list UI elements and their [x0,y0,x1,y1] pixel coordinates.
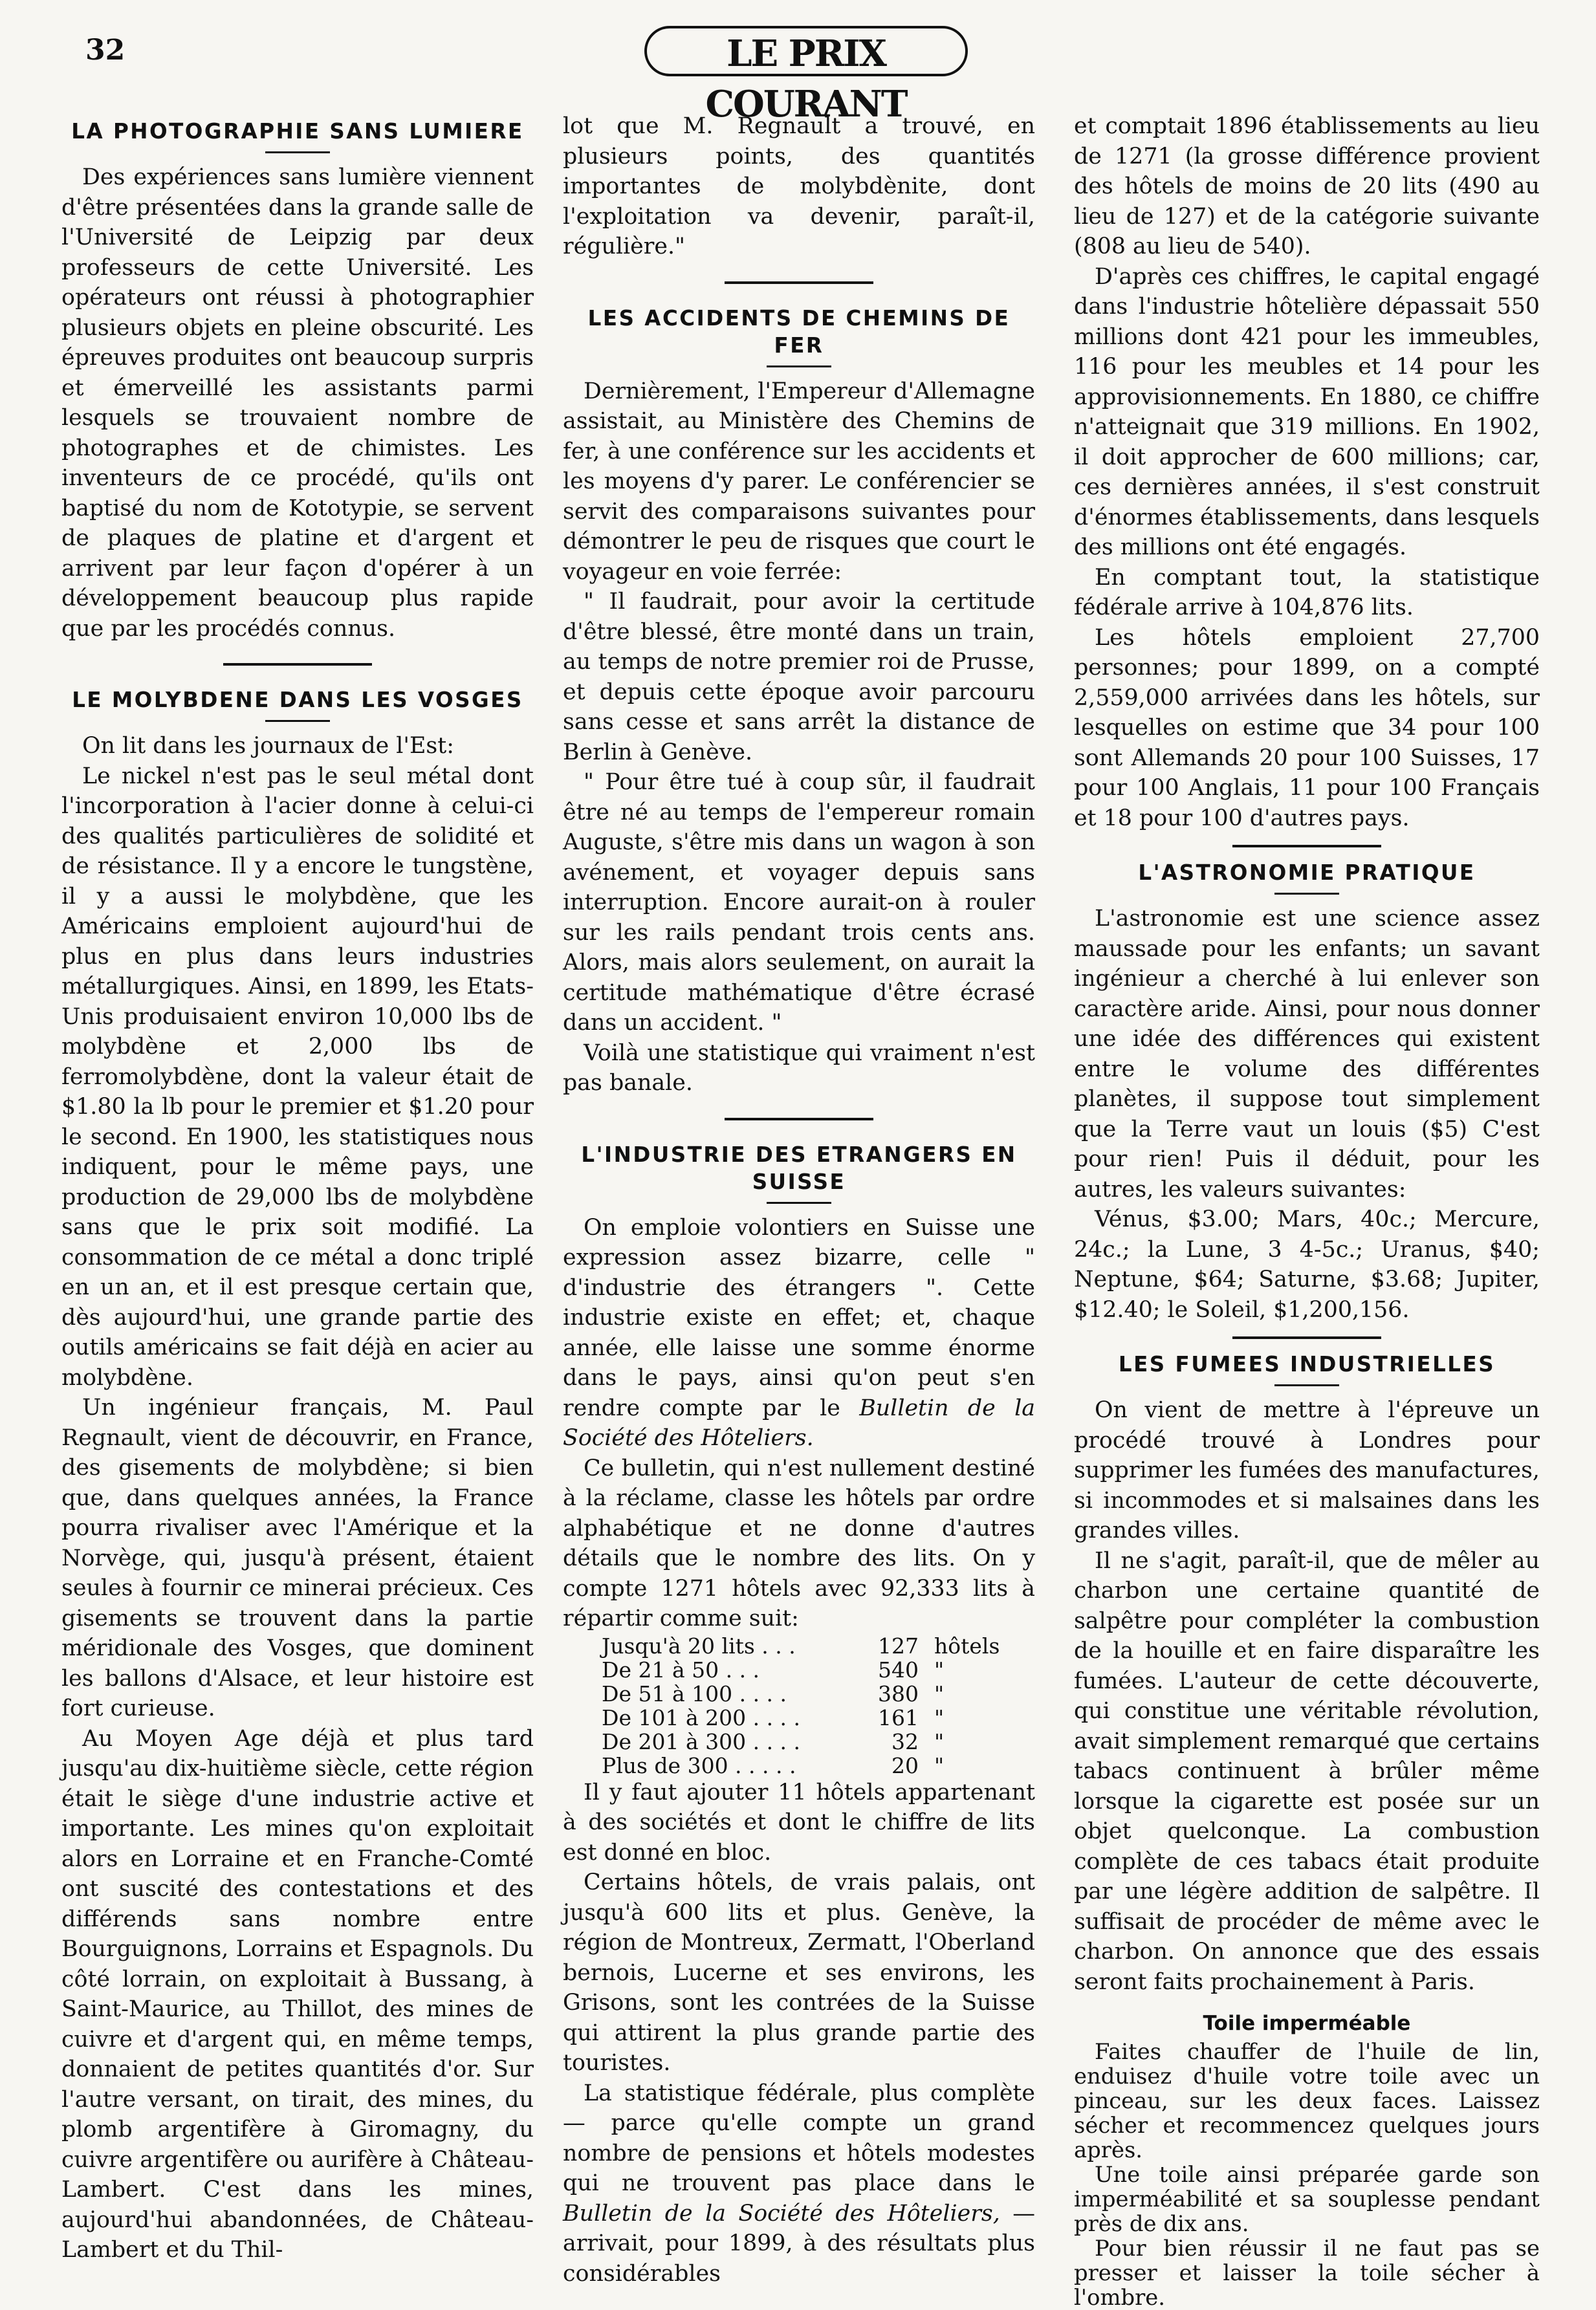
paragraph: En comptant tout, la statistique fédérale arrive à 104,876 lits. [1074,564,1540,620]
paragraph: Pour bien réussir il ne faut pas se presser et laisser la toile sécher à l'ombre. [1074,2236,1540,2310]
paragraph: lot que M. Regnault a trouvé, en plusieurs points, des quantités importantes de molybdènite, dont l'exploitation va devenir, paraît-il, régulière." [563,113,1035,259]
paragraph: L'astronomie est une science assez maussade pour les enfants; un savant ingénieur a cherché à lui enlever son caractère aride. Ainsi, pour nous donner une idée des différences qui existent entre le volume des différentes planètes, il suppose tout simplement que la Terre vaut un louis ($5) C'est pour rien! Puis il déduit, pour les autres, les valeurs suivantes: [1074,906,1540,1203]
table-cell: " [934,1681,945,1706]
table-cell: De 51 à 100 . . . . [602,1681,787,1706]
table-row [602,1658,1000,1682]
hotels-table [602,1634,1000,1778]
table-cell: 20 [891,1752,919,1778]
section-divider [1232,845,1381,847]
section-divider [223,663,372,666]
paragraph: On vient de mettre à l'épreuve un procédé trouvé à Londres pour supprimer les fumées des manufactures, si incommodes et si malsaines dans les grandes villes. [1074,1397,1540,1543]
section-divider [725,1118,873,1120]
table-row [602,1754,1000,1778]
article-title-toile: Toile imperméable [1203,2012,1411,2035]
table-cell: Plus de 300 . . . . . [602,1752,796,1778]
article-title-photographie: LA PHOTOGRAPHIE SANS LUMIERE [61,118,534,153]
paragraph [563,1213,1035,1454]
paragraph: Les hôtels emploient 27,700 personnes; pour 1899, on a compté 2,559,000 arrivées dans les hôtels, sur lesquelles on estime que 34 pour 100 sont Allemands 20 pour 100 Suisses, 17 pour 100 Anglais, 11 pour 100 Français et 18 pour 100 d'autres pays. [1074,624,1540,831]
table-cell: " [934,1705,945,1730]
masthead-logo: LE PRIX COURANT [644,26,968,76]
column-1 [61,111,534,2263]
paragraph: On lit dans les journaux de l'Est: [82,733,454,759]
paragraph: Une toile ainsi préparée garde son imperméabilité et sa souplesse pendant près de dix ans. [1074,2162,1540,2236]
paragraph: Certains hôtels, de vrais palais, ont jusqu'à 600 lits et plus. Genève, la région de Montreux, Zermatt, l'Oberland bernois, Lucerne et ses environs, les Grisons, sont les contrées de la Suisse qui attirent la plus grande partie des touristes. [563,1869,1035,2076]
paragraph: et comptait 1896 établissements au lieu de 1271 (la grosse différence provient des hôtels de moins de 20 lits (490 au lieu de 127) et de la catégorie suivante (808 au lieu de 540). [1074,113,1540,259]
table-cell: 32 [891,1728,919,1754]
table-cell: hôtels [934,1633,1000,1659]
paragraph [563,2078,1035,2289]
table-cell: De 21 à 50 . . . [602,1657,760,1683]
article-title-accidents: LES ACCIDENTS DE CHEMINS DE FER [563,305,1035,367]
table-cell: De 101 à 200 . . . . [602,1705,801,1730]
table-cell: 540 [878,1657,919,1683]
table-row [602,1706,1000,1730]
paragraph: Ce bulletin, qui n'est nullement destiné à la réclame, classe les hôtels par ordre alphabétique et ne donne d'autres détails que le nombre des lits. On y compte 1271 hôtels avec 92,333 lits à répartir comme suit: [563,1455,1035,1631]
paragraph: Faites chauffer de l'huile de lin, enduisez d'huile votre toile avec un pinceau, sur les deux faces. Laissez sécher et recommencez quelques jours après. [1074,2039,1540,2163]
paragraph: " Pour être tué à coup sûr, il faudrait être né au temps de l'empereur romain Auguste, s'être mis dans un wagon à son avénement, et voyager depuis sans interruption. Encore aurait-on à rouler sur les rails pendant trois cents ans. Alors, mais alors seulement, on aurait la certitude mathématique d'être écrasé dans un accident. " [563,769,1035,1036]
text-run-italic: Bulletin de la Société des Hôteliers. [563,1395,1035,1451]
table-cell: " [934,1752,945,1778]
paragraph: Un ingénieur français, M. Paul Regnault, vient de découvrir, en France, des gisements de molybdène; si bien que, dans quelques années, la France pourra rivaliser avec l'Amérique et la Norvège, qui, jusqu'à présent, étaient seules à fournir ce minerai précieux. Ces gisements se trouvent dans la partie méridionale des Vosges, que dominent les ballons d'Alsace, et leur histoire est fort curieuse. [61,1395,534,1721]
article-title-astronomie: L'ASTRONOMIE PRATIQUE [1074,859,1540,895]
text-run: La statistique fédérale, plus complète — parce qu'elle compte un grand nombre de pensions et hôtels modestes qui ne trouvent pas place dans le [563,2080,1035,2196]
article-title-fumees: LES FUMEES INDUSTRIELLES [1074,1351,1540,1386]
column-3 [1074,111,1540,2310]
table-row [602,1634,1000,1658]
page-number: 32 [85,34,126,67]
paragraph: Le nickel n'est pas le seul métal dont l'incorporation à l'acier donne à celui-ci des qualités particulières de solidité et de résistance. Il y a encore le tungstène, il y a aussi le molybdène, que les Américains emploient aujourd'hui de plus en plus dans leurs industries métallurgiques. Ainsi, en 1899, les Etats-Unis produisaient environ 10,000 lbs de molybdène et 2,000 lbs de ferromolybdène, dont la valeur était de $1.80 la lb pour le premier et $1.20 pour le second. En 1900, les statistiques nous indiquent, pour le même pays, une production de 29,000 lbs de molybdène sans que le prix soit modifié. La consommation de ce métal a donc triplé en un an, et il est presque certain que, dès aujourd'hui, une grande partie des outils américains se fait déjà en acier au molybdène. [61,763,534,1391]
table-cell: De 201 à 300 . . . . [602,1728,801,1754]
table-cell: " [934,1728,945,1754]
table-cell: 380 [878,1681,919,1706]
table-cell: " [934,1657,945,1683]
article-title-molybdene: LE MOLYBDENE DANS LES VOSGES [61,686,534,722]
text-run: On emploie volontiers en Suisse une expression assez bizarre, celle " d'industrie des étrangers ". Cette industrie existe en effet; et, chaque année, elle laisse une somme énorme dans le pays, ainsi qu'on peut s'en rendre compte par le [563,1214,1035,1421]
text-run-italic: Bulletin de la Société des Hôteliers, [563,2200,1000,2227]
paragraph: Dernièrement, l'Empereur d'Allemagne assistait, au Ministère des Chemins de fer, à une conférence sur les accidents et les moyens d'y parer. Le conférencier se servit des comparaisons suivantes pour démontrer le peu de risques que court le voyageur en voie ferrée: [563,378,1035,585]
paragraph: Voilà une statistique qui vraiment n'est pas banale. [563,1040,1035,1096]
article-title-industrie-etrangers: L'INDUSTRIE DES ETRANGERS EN SUISSE [563,1141,1035,1204]
table-cell: 127 [878,1633,919,1659]
paragraph: D'après ces chiffres, le capital engagé dans l'industrie hôtelière dépassait 550 millions dont 421 pour les immeubles, 116 pour les meubles et 14 pour les approvisionnements. En 1880, ce chiffre n'atteignait que 319 millions. En 1902, il doit approcher de 600 millions; car, ces dernières années, il s'est construit d'énormes établissements, dans lesquels des millions ont été engagés. [1074,263,1540,560]
section-divider [1232,1336,1381,1339]
column-2 [563,111,1035,2287]
paragraph: Vénus, $3.00; Mars, 40c.; Mercure, 24c.; la Lune, 3 4-5c.; Uranus, $40; Neptune, $64; Saturne, $3.68; Jupiter, $12.40; le Soleil, $1,200,156. [1074,1206,1540,1323]
paragraph: Des expériences sans lumière viennent d'être présentées dans la grande salle de l'Université de Leipzig par deux professeurs de cette Université. Les opérateurs ont réussi à photographier plusieurs objets en pleine obscurité. Les épreuves produites ont beaucoup surpris et émerveillé les assistants parmi lesquels se trouvaient nombre de photographes et de chimistes. Les inventeurs de ce procédé, qu'ils ont baptisé du nom de Kototypie, se servent de plaques de platine et d'argent et arrivent par leur façon d'opérer à un développement beaucoup plus rapide que par les procédés connus. [61,164,534,642]
table-row [602,1730,1000,1754]
paragraph: Il y faut ajouter 11 hôtels appartenant à des sociétés et dont le chiffre de lits est donné en bloc. [563,1779,1035,1866]
text-run: — arrivait, pour 1899, à des résultats plus considérables [563,2200,1035,2287]
table-row [602,1682,1000,1706]
table-cell: 161 [878,1705,919,1730]
section-divider [725,281,873,284]
paragraph: Il ne s'agit, paraît-il, que de mêler au charbon une certaine quantité de salpêtre pour compléter la combustion de la houille et en faire disparaître les fumées. L'auteur de cette découverte, qui constitue une véritable révolution, avait simplement remarqué que certains tabacs continuent à brûler même lorsque la cigarette est posée sur un objet quelconque. La combustion complète de ces tabacs était produite par une légère addition de salpêtre. Il suffisait de procéder de même avec le charbon. On annonce que des essais seront faits prochainement à Paris. [1074,1547,1540,1995]
table-cell: Jusqu'à 20 lits . . . [602,1633,796,1659]
paragraph: Au Moyen Age déjà et plus tard jusqu'au dix-huitième siècle, cette région était le siège d'une industrie active et importante. Les mines qu'on exploitait alors en Lorraine et en Franche-Comté ont suscité des contestations et des différends sans nombre entre Bourguignons, Lorrains et Espagnols. Du côté lorrain, on exploitait à Bussang, à Saint-Maurice, au Thillot, des mines de cuivre et d'argent qui, en même temps, donnaient de petites quantités d'or. Sur l'autre versant, on tirait, des mines, du plomb argentifère à Giromagny, du cuivre argentifère ou aurifère à Château-Lambert. C'est dans les mines, aujourd'hui abandonnées, de Château-Lambert et du Thil- [61,1725,534,2263]
paragraph: " Il faudrait, pour avoir la certitude d'être blessé, être monté dans un train, au temps de notre premier roi de Prusse, et depuis cette époque avoir parcouru sans cesse et sans arrêt la distance de Berlin à Genève. [563,589,1035,765]
